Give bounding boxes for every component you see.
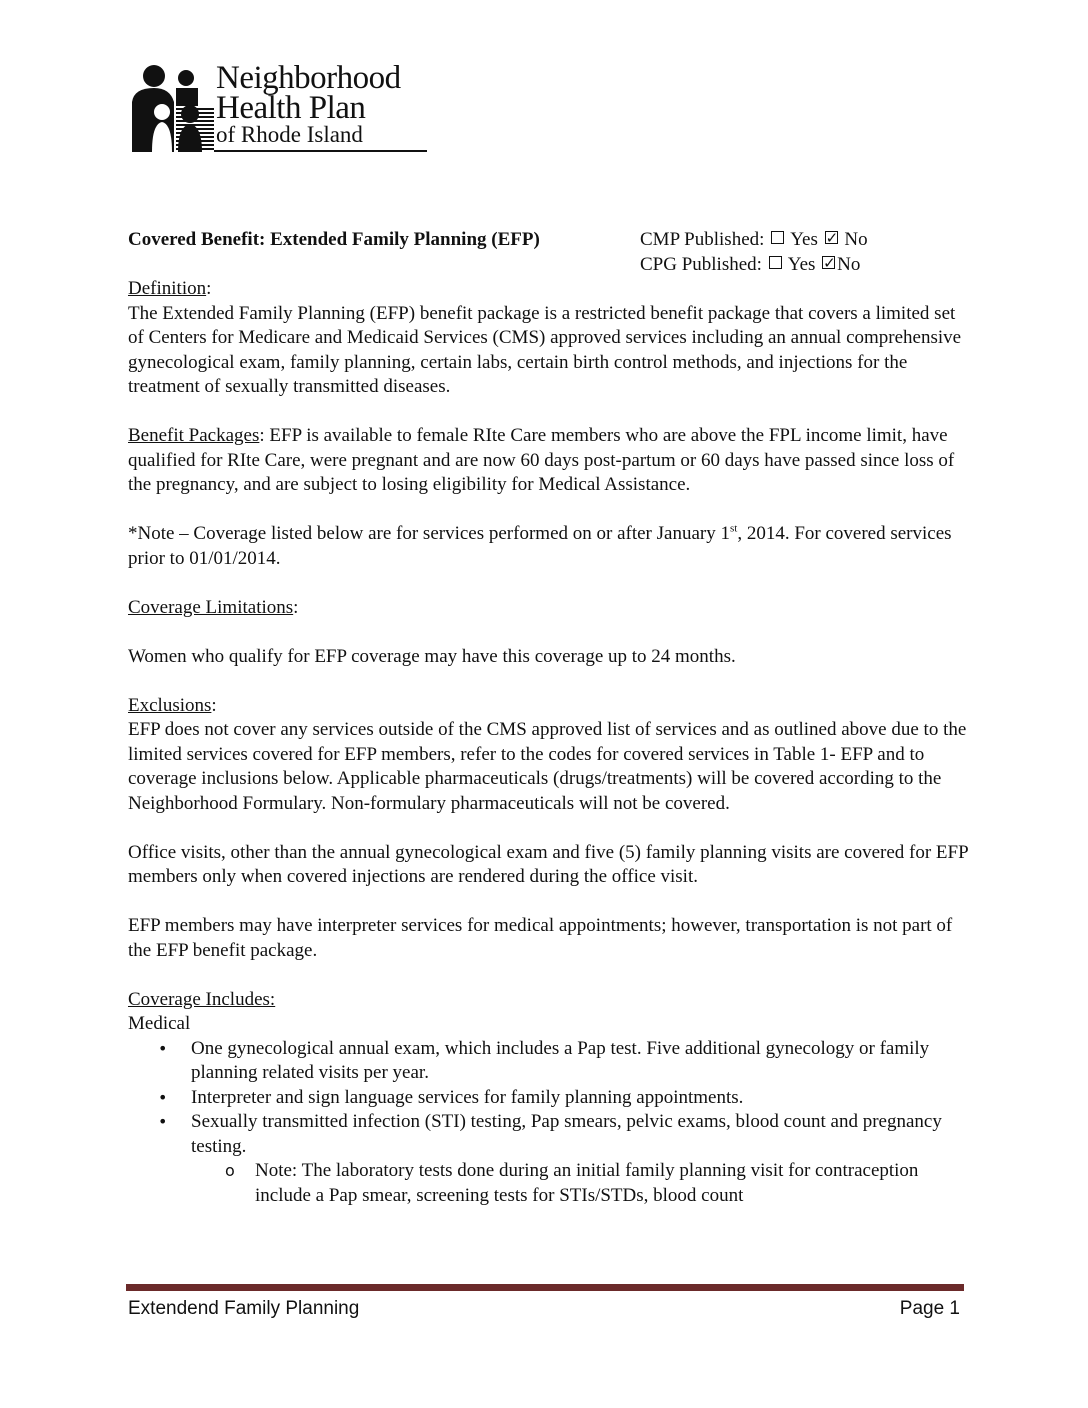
cpg-no-checkbox xyxy=(822,256,835,269)
cmp-label: CMP Published: xyxy=(640,229,765,250)
cpg-yes-label: Yes xyxy=(787,253,816,275)
benefit-packages: Benefit Packages: EFP is available to female RIte Care members who are above the FPL income limit, have qualified for RIte Care, were pregnant and are now 60 days post-partum or 60 days have passed since loss of the pregnancy, and are subject to losing eligibility for Medical Assistance. xyxy=(128,425,955,495)
footer-rule xyxy=(126,1284,964,1291)
definition-heading: Definition: xyxy=(128,278,212,299)
benefit-packages-heading: Benefit Packages xyxy=(128,425,260,446)
logo xyxy=(126,62,431,154)
cmp-no-checkbox xyxy=(825,231,838,244)
coverage-bullets xyxy=(128,1037,968,1209)
logo-wordmark xyxy=(216,62,401,146)
office-visits-text: Office visits, other than the annual gynecological exam and five (5) family planning visits are covered for EFP members only when covered injections are rendered during the office visit. xyxy=(128,841,968,887)
cpg-published xyxy=(640,253,860,278)
logo-line-1: Neighborhood xyxy=(216,60,401,96)
cpg-label: CPG Published: xyxy=(640,253,762,275)
definition-text: The Extended Family Planning (EFP) benefit package is a restricted benefit package that covers a limited set of Centers for Medicare and Medicaid Services (CMS) approved services including an annual comprehensive gynecological exam, family planning, certain labs, certain birth control methods, and injections for the treatment of sexually transmitted diseases. xyxy=(128,302,962,397)
exclusions-text: EFP does not cover any services outside of the CMS approved list of services and as outlined above due to the limited services covered for EFP members, refer to the codes for covered services in Table 1- EFP and to coverage inclusions below. Applicable pharmaceuticals (drugs/treatments) will be covered according to the Neighborhood Formulary. Non-formulary pharmaceuticals will not be covered. xyxy=(128,719,967,814)
coverage-limitations-heading: Coverage Limitations: xyxy=(128,596,299,618)
header-row-1 xyxy=(128,228,968,253)
coverage-includes-heading: Coverage Includes: xyxy=(128,988,276,1010)
cpg-no-label: No xyxy=(837,253,861,275)
logo-underline xyxy=(214,150,427,152)
coverage-sub-bullets xyxy=(191,1159,968,1208)
cmp-yes-label: Yes xyxy=(790,229,818,250)
exclusions-heading: Exclusions: xyxy=(128,694,217,716)
document-body xyxy=(128,228,968,1208)
list-item: • Sexually transmitted infection (STI) testing, Pap smears, pelvic exams, blood count and pregnancy testing. o Note: The laboratory tests done during an initial family planning visit for contraception include a Pap smear, screening tests for STIs/STDs, blood count xyxy=(191,1110,968,1208)
covered-benefit-title: Covered Benefit: Extended Family Planning (EFP) xyxy=(128,229,540,250)
coverage-limitations-text: Women who qualify for EFP coverage may have this coverage up to 24 months. xyxy=(128,645,736,667)
family-silhouette-icon xyxy=(126,62,216,154)
medical-subheading: Medical xyxy=(128,1013,191,1034)
benefit-packages-text: EFP is available to female RIte Care members who are above the FPL income limit, have qualified for RIte Care, were pregnant and are now 60 days post-partum or 60 days have passed since loss of the pregnancy, and are subject to losing eligibility for Medical Assistance. xyxy=(128,425,955,495)
cmp-yes-checkbox xyxy=(771,231,784,244)
sub-list-item: o Note: The laboratory tests done during an initial family planning visit for contraception include a Pap smear, screening tests for STIs/STDs, blood count xyxy=(225,1160,919,1206)
footer-title: Extendend Family Planning xyxy=(128,1298,360,1319)
cmp-no-label: No xyxy=(844,229,868,250)
list-item: • Interpreter and sign language services for family planning appointments. xyxy=(158,1086,744,1108)
cmp-published xyxy=(640,228,868,253)
list-item: • One gynecological annual exam, which includes a Pap test. Five additional gynecology or family planning related visits per year. xyxy=(158,1037,930,1083)
logo-line-2: Health Plan xyxy=(216,90,366,126)
cpg-yes-checkbox xyxy=(769,256,782,269)
logo-line-3: of Rhode Island xyxy=(216,122,363,147)
page-number: Page 1 xyxy=(899,1298,960,1319)
header-row-2 xyxy=(128,253,968,278)
interpreter-text: EFP members may have interpreter services for medical appointments; however, transportation is not part of the EFP benefit package. xyxy=(128,915,953,961)
coverage-note: *Note – Coverage listed below are for services performed on or after January 1st, 2014. For covered services prior to 01/01/2014. xyxy=(128,522,952,569)
